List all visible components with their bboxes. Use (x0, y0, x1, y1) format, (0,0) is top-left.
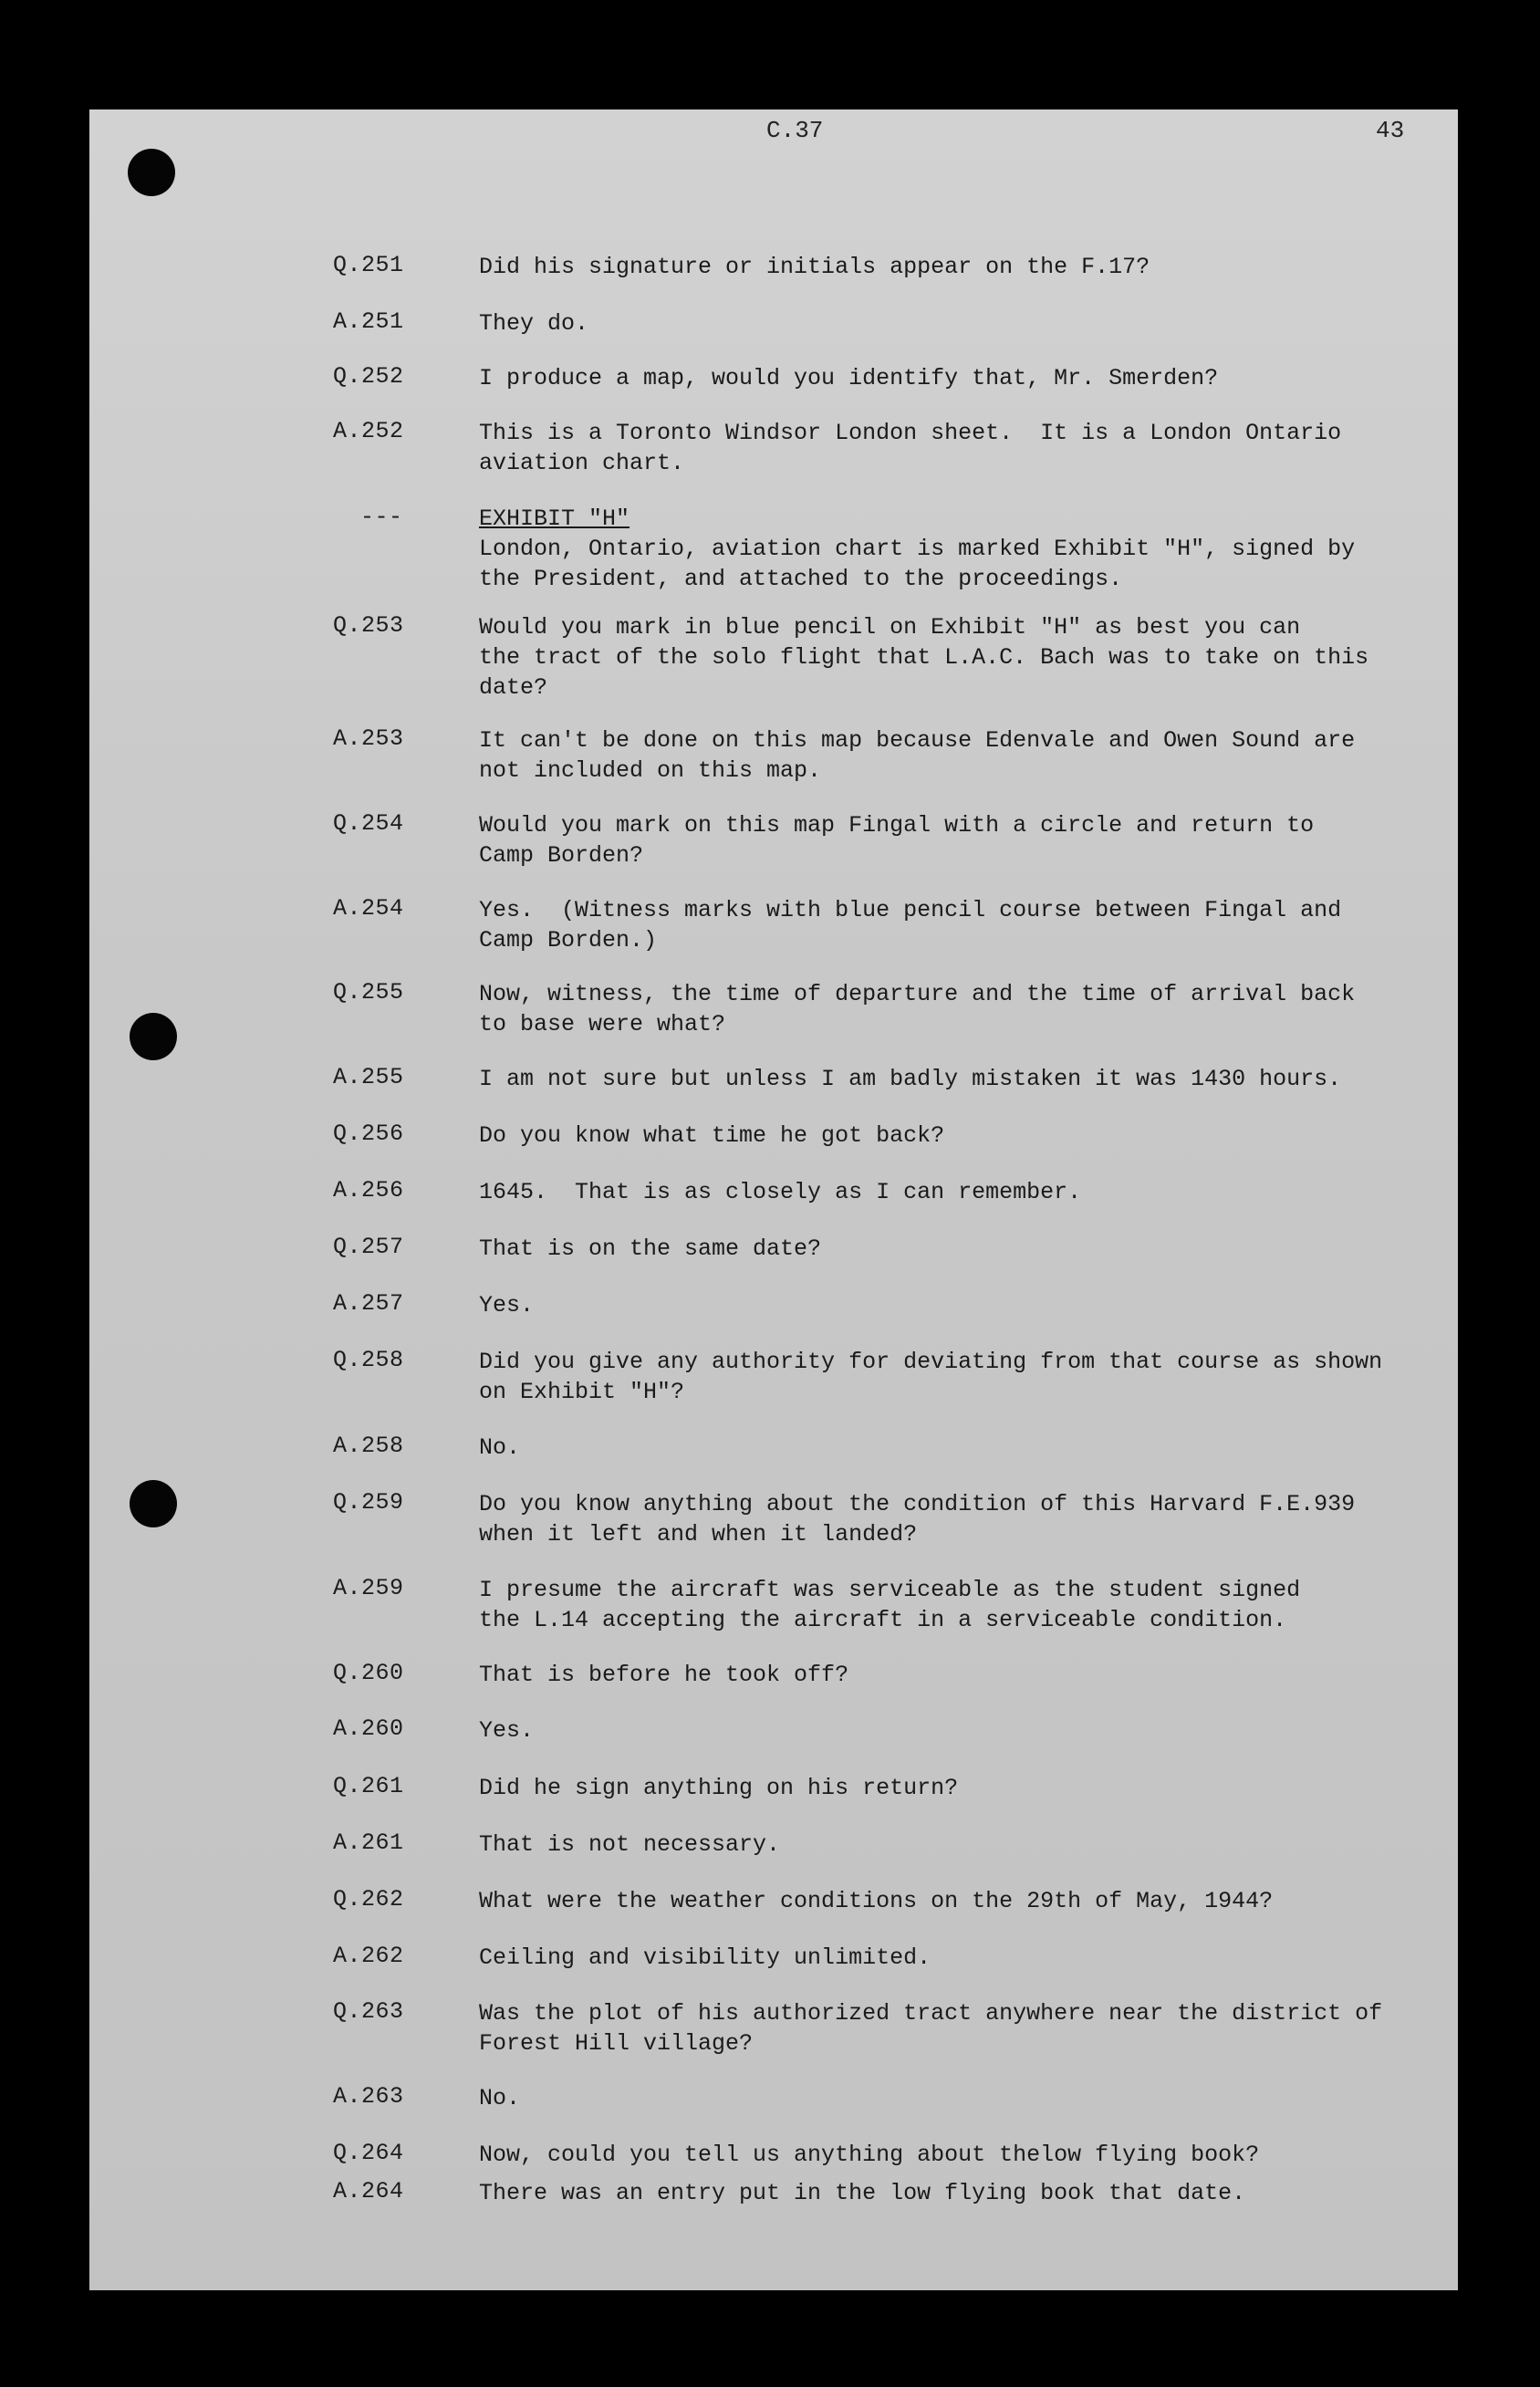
entry-label: A.257 (333, 1290, 404, 1317)
entry-text: I am not sure but unless I am badly mistaken it was 1430 hours. (479, 1066, 1342, 1092)
entry-label: A.263 (333, 2083, 404, 2110)
entry-label: A.258 (333, 1433, 404, 1459)
entry-label: A.264 (333, 2178, 404, 2205)
entry-label: Q.252 (333, 363, 404, 390)
entry-label: A.256 (333, 1177, 404, 1204)
entry-text: I produce a map, would you identify that, Mr. Smerden? (479, 365, 1219, 391)
entry-text: Was the plot of his authorized tract anywhere near the district of Forest Hill village? (479, 2000, 1383, 2057)
entry-text: There was an entry put in the low flying book that date. (479, 2180, 1246, 2206)
exhibit-heading: EXHIBIT "H" (479, 506, 630, 532)
page-number: 43 (1376, 117, 1405, 144)
entry-text: Would you mark on this map Fingal with a circle and return to Camp Borden? (479, 812, 1315, 869)
entry-label: Q.258 (333, 1347, 404, 1373)
exhibit-body: London, Ontario, aviation chart is marked Exhibit "H", signed by the President, and attached to the proceedings. (479, 536, 1356, 592)
entry-text: 1645. That is as closely as I can remember. (479, 1179, 1082, 1205)
entry-label: --- (360, 504, 403, 530)
entry-text: They do. (479, 310, 589, 337)
entry-text (479, 504, 1437, 594)
entry-text: That is before he took off? (479, 1662, 849, 1688)
entry-label: A.252 (333, 418, 404, 444)
entry-text: Did he sign anything on his return? (479, 1775, 959, 1801)
entry-text: I presume the aircraft was serviceable as the student signed the L.14 accepting the aircraft in a serviceable condition. (479, 1577, 1301, 1633)
entry-label: A.253 (333, 725, 404, 752)
entry-label: Q.261 (333, 1773, 404, 1799)
entry-label: Q.260 (333, 1660, 404, 1686)
entry-text: That is on the same date? (479, 1235, 822, 1262)
entry-label: Q.256 (333, 1121, 404, 1147)
entry-text: Do you know anything about the condition of this Harvard F.E.939 when it left and when it landed? (479, 1491, 1356, 1548)
entry-text: Now, could you tell us anything about thelow flying book? (479, 2142, 1260, 2168)
entry-label: Q.255 (333, 979, 404, 1006)
entry-text: No. (479, 1434, 521, 1461)
entry-text: Did you give any authority for deviating from that course as shown on Exhibit "H"? (479, 1349, 1383, 1405)
entry-label: Q.251 (333, 252, 404, 278)
entry-text: Now, witness, the time of departure and the time of arrival back to base were what? (479, 981, 1356, 1037)
entry-text: Yes. (479, 1717, 535, 1744)
entry-text: No. (479, 2085, 521, 2111)
entry-label: A.261 (333, 1829, 404, 1856)
entry-label: Q.254 (333, 810, 404, 837)
entry-label: A.260 (333, 1715, 404, 1742)
entry-text: This is a Toronto Windsor London sheet. It is a London Ontario aviation chart. (479, 420, 1342, 476)
entry-label: A.255 (333, 1064, 404, 1090)
entry-label: Q.262 (333, 1886, 404, 1913)
entry-label: Q.259 (333, 1489, 404, 1516)
entry-text: Did his signature or initials appear on the F.17? (479, 254, 1150, 280)
entry-text: It can't be done on this map because Edenvale and Owen Sound are not included on this map. (479, 727, 1356, 784)
entry-text: Would you mark in blue pencil on Exhibit "H" as best you can the tract of the solo flight that L.A.C. Bach was to take on this date? (479, 614, 1369, 701)
entry-label: A.251 (333, 308, 404, 335)
document-code: C.37 (766, 117, 824, 144)
entry-label: A.259 (333, 1575, 404, 1601)
entry-text: Do you know what time he got back? (479, 1122, 945, 1149)
entry-text: Yes. (479, 1292, 535, 1319)
entry-text: That is not necessary. (479, 1831, 781, 1858)
entry-label: A.254 (333, 895, 404, 922)
entry-text: What were the weather conditions on the 29th of May, 1944? (479, 1888, 1274, 1914)
entry-label: Q.263 (333, 1998, 404, 2025)
entry-text: Yes. (Witness marks with blue pencil course between Fingal and Camp Borden.) (479, 897, 1342, 954)
entry-label: Q.264 (333, 2140, 404, 2166)
entry-label: Q.253 (333, 612, 404, 639)
entry-text: Ceiling and visibility unlimited. (479, 1944, 931, 1971)
entry-label: A.262 (333, 1943, 404, 1969)
entry-label: Q.257 (333, 1234, 404, 1260)
